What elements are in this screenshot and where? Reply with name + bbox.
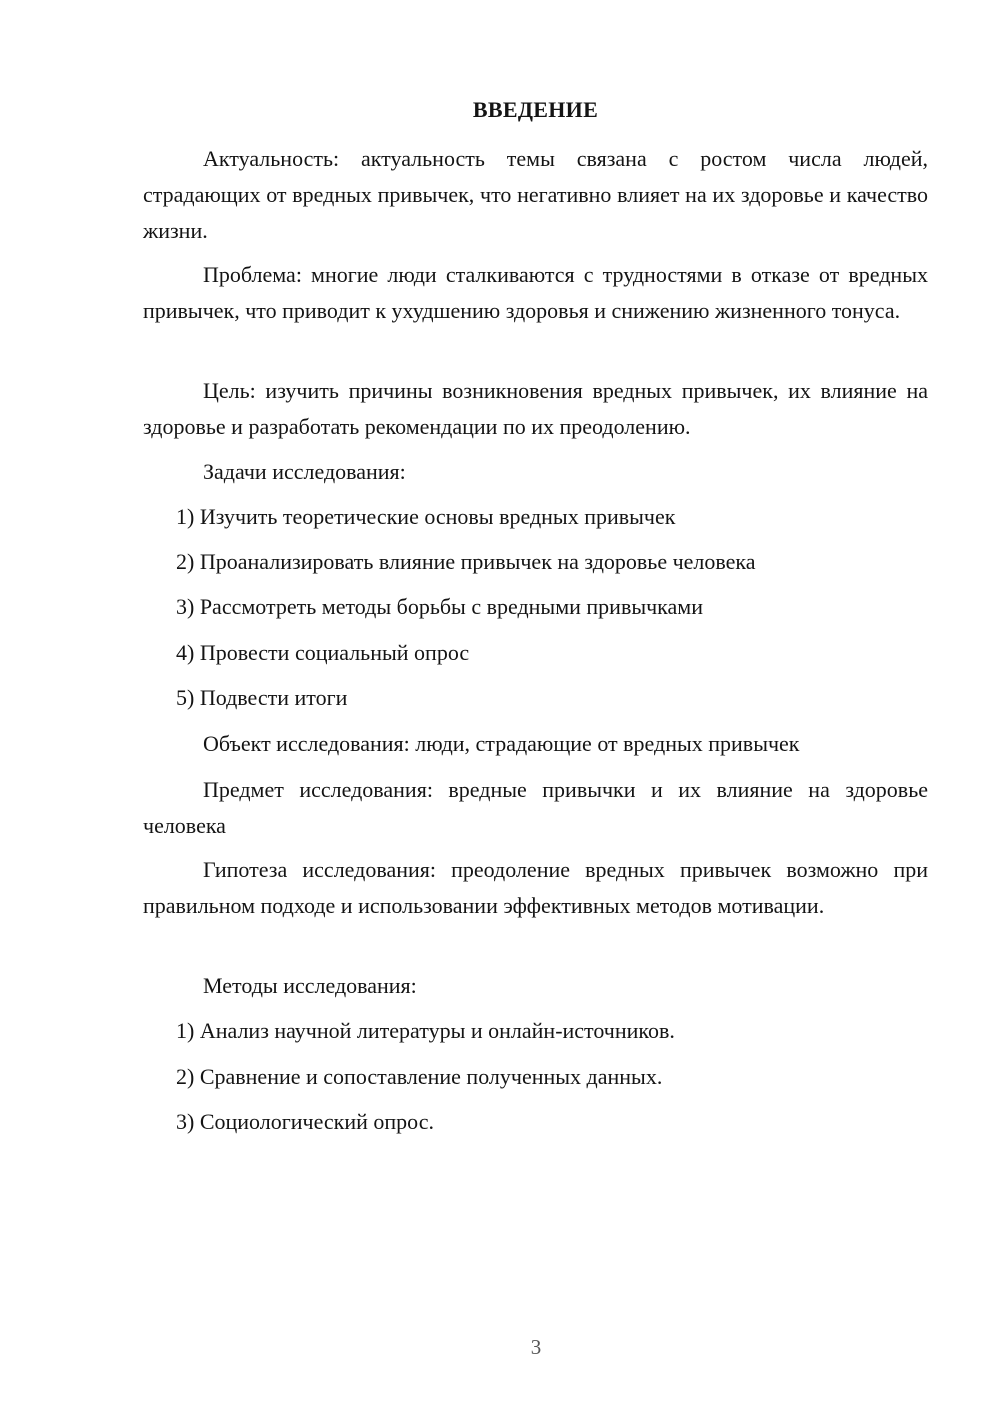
problem-paragraph: Проблема: многие люди сталкиваются с трудностями в отказе от вредных привычек, что приводит к ухудшению здоровья и снижению жизненного тонуса.: [143, 262, 928, 323]
method-item: 1) Анализ научной литературы и онлайн-источников.: [176, 1018, 675, 1043]
methods-heading: Методы исследования:: [203, 973, 417, 998]
method-item: 3) Социологический опрос.: [176, 1109, 434, 1134]
task-item: 3) Рассмотреть методы борьбы с вредными привычками: [176, 594, 704, 619]
task-item: 1) Изучить теоретические основы вредных привычек: [176, 504, 676, 529]
relevance-paragraph: Актуальность: актуальность темы связана с ростом числа людей, страдающих от вредных привычек, что негативно влияет на их здоровье и качество жизни.: [143, 146, 928, 243]
document-title: ВВЕДЕНИЕ: [472, 97, 599, 122]
task-item: 2) Проанализировать влияние привычек на здоровье человека: [176, 549, 756, 574]
goal-paragraph: Цель: изучить причины возникновения вредных привычек, их влияние на здоровье и разработать рекомендации по их преодолению.: [143, 378, 928, 439]
subject-paragraph: Предмет исследования: вредные привычки и их влияние на здоровье человека: [143, 777, 928, 838]
tasks-heading: Задачи исследования:: [203, 459, 406, 484]
object-paragraph: Объект исследования: люди, страдающие от вредных привычек: [203, 731, 800, 756]
method-item: 2) Сравнение и сопоставление полученных данных.: [176, 1064, 663, 1089]
task-item: 5) Подвести итоги: [176, 685, 348, 710]
hypothesis-paragraph: Гипотеза исследования: преодоление вредных привычек возможно при правильном подходе и использовании эффективных методов мотивации.: [143, 857, 928, 918]
page-number: 3: [530, 1335, 542, 1359]
task-item: 4) Провести социальный опрос: [176, 640, 470, 665]
